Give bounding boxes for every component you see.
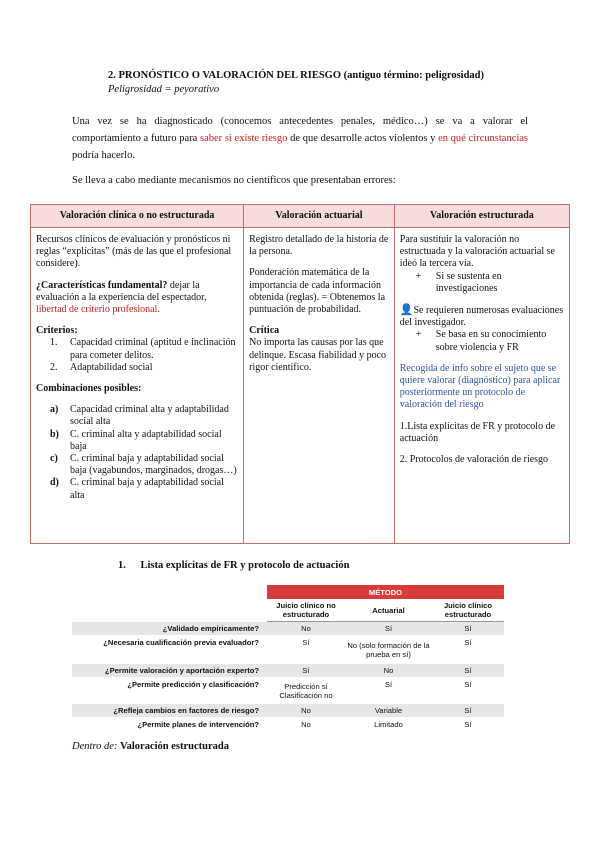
plus-icon: + <box>415 329 422 341</box>
row-question: ¿Permite predicción y clasificación? <box>72 678 267 704</box>
list-item <box>400 271 564 295</box>
person-text: Se requieren numerosas evaluaciones del investigador. <box>399 305 564 329</box>
column-header: Juicio clínico estructurado <box>432 599 504 622</box>
list-text: Adaptabilidad social <box>70 361 153 373</box>
structured-description: Para sustituir la valoración no estructuada y la valoración actuarial se ideó la tercera vía. <box>399 234 555 270</box>
column-header: Juicio clínico no estructurado <box>267 599 345 622</box>
clinical-description: Recursos clínicos de evaluación y pronósticos ni reglas “explícitas” (más de las que el profesional considere). <box>36 234 232 270</box>
person-icon: 👤 <box>399 304 414 317</box>
list-item <box>400 329 564 353</box>
header-actuarial: Valoración actuarial <box>244 205 395 228</box>
row-value: Sí <box>267 636 345 664</box>
intro-paragraph <box>72 113 528 164</box>
row-question: ¿Validado empíricamente? <box>72 622 267 636</box>
table-row <box>72 678 504 704</box>
list-text: Capacidad criminal alta y adaptabilidad social alta <box>70 404 229 428</box>
table-header-row <box>31 205 570 228</box>
row-value: Sí <box>267 664 345 678</box>
row-question: ¿Necesaria cualificación previa evaluador? <box>72 636 267 664</box>
method-table <box>72 585 504 732</box>
cell-clinical <box>31 228 244 544</box>
question-bold: ¿Características fundamental? <box>36 279 168 291</box>
list-item <box>36 404 238 428</box>
row-value: No <box>267 622 345 636</box>
clinical-question <box>36 280 238 317</box>
list-text: C. criminal baja y adaptabilidad social baja (vagabundos, marginados, drogas…) <box>70 453 237 477</box>
table-body-row <box>31 228 570 544</box>
row-value: Sí <box>432 718 504 732</box>
table-row <box>72 636 504 664</box>
list-text: Si se sustenta en investigaciones <box>435 270 502 294</box>
cell-actuarial <box>244 228 395 544</box>
method-header: MÉTODO <box>267 585 504 599</box>
para-highlight-1: saber si existe riesgo <box>200 133 288 144</box>
row-value: Limitado <box>345 718 432 732</box>
combinaciones-title: Combinaciones posibles: <box>36 383 142 395</box>
list-item <box>36 453 238 477</box>
section-title: Lista explícitas de FR y protocolo de actuación <box>140 560 350 571</box>
empty-cell <box>72 599 267 622</box>
cell-structured <box>394 228 569 544</box>
structured-item-2: 2. Protocolos de valoración de riesgo <box>399 454 549 466</box>
critica-text: No importa las causas por las que delinque. Escasa fiabilidad y poco rigor científico. <box>249 337 387 373</box>
row-value: Variable <box>345 704 432 718</box>
row-question: ¿Permite planes de intervención? <box>72 718 267 732</box>
table-row <box>72 664 504 678</box>
structured-item-1: 1.Lista explícitas de FR y protocolo de actuación <box>399 420 556 444</box>
combinaciones-list <box>36 404 238 502</box>
row-value: Sí <box>345 622 432 636</box>
list-marker: d) <box>50 477 59 489</box>
row-value: No <box>267 704 345 718</box>
row-value: Sí <box>432 664 504 678</box>
row-value: No <box>345 664 432 678</box>
list-item <box>36 429 238 453</box>
critica-title: Crítica <box>249 325 280 337</box>
row-value: No <box>267 718 345 732</box>
structured-blue-note: Recogida de info sobre el sujeto que se quiere valorar (diagnóstico) para aplicar posteriormente un protocolo de valoración del riesgo <box>399 362 561 411</box>
header-structured: Valoración estructurada <box>394 205 569 228</box>
page-title <box>108 70 484 81</box>
table-row <box>72 718 504 732</box>
list-text: C. criminal alta y adaptabilidad social baja <box>70 428 222 452</box>
plus-icon: + <box>415 270 422 282</box>
intro-line: Se lleva a cabo mediante mecanismos no científicos que presentaban errores: <box>72 175 396 186</box>
list-item <box>36 337 238 361</box>
question-rest: dejar la evaluación a la experiencia del espectador, <box>36 279 207 303</box>
para-text-3: podría hacerlo. <box>72 150 135 161</box>
actuarial-weighting: Ponderación matemática de la importancia de cada información obtenida (reglas). = Obtenemos la puntuación de probabilidad. <box>249 267 386 316</box>
table-row <box>72 704 504 718</box>
subtitle: Peligrosidad = peyorativo <box>108 84 220 95</box>
actuarial-description: Registro detallado de la historia de la persona. <box>249 234 389 258</box>
title-note: (antiguo término: peligrosidad) <box>343 70 485 81</box>
criterios-list <box>36 337 238 374</box>
title-main: 2. PRONÓSTICO O VALORACIÓN DEL RIESGO <box>108 70 341 81</box>
method-columns-row <box>72 599 504 622</box>
footer-value: Valoración estructurada <box>120 741 229 752</box>
row-value: Sí <box>432 622 504 636</box>
para-highlight-2: en qué circunstancias <box>438 133 529 144</box>
row-value: Sí <box>432 678 504 704</box>
valuation-table <box>30 204 570 544</box>
row-value: Sí <box>432 636 504 664</box>
para-text-1: Una vez se ha diagnosticado (conocemos antecedentes penales, médico…) se va a valorar el comportamiento a futuro para <box>72 116 528 144</box>
row-value: Sí <box>345 678 432 704</box>
list-item <box>36 477 238 501</box>
header-clinical: Valoración clínica o no estructurada <box>31 205 244 228</box>
row-value: No (solo formación de la prueba en sí) <box>345 636 432 664</box>
footer-line <box>72 741 229 752</box>
list-marker: b) <box>50 428 59 440</box>
row-value: Predicción sí Clasificación no <box>267 678 345 704</box>
section-heading <box>118 560 349 571</box>
list-marker: c) <box>50 453 58 465</box>
footer-label: Dentro de: <box>72 741 118 752</box>
list-marker: 1. <box>50 337 58 349</box>
list-text: Se basa en su conocimiento sobre violencia y FR <box>435 329 547 353</box>
table-row <box>72 622 504 636</box>
section-number: 1. <box>118 560 126 571</box>
para-text-2: de que desarrolle actos violentos y <box>287 133 439 144</box>
criterios-title: Criterios: <box>36 325 78 337</box>
row-question: ¿Refleja cambios en factores de riesgo? <box>72 704 267 718</box>
list-marker: a) <box>50 404 59 416</box>
list-marker: 2. <box>50 361 58 373</box>
list-text: Capacidad criminal (aptitud e inclinación para cometer delitos. <box>70 337 236 361</box>
question-red: libertad de criterio profesional. <box>36 304 160 316</box>
method-header-row <box>72 585 504 599</box>
row-question: ¿Permite valoración y aportación experto? <box>72 664 267 678</box>
row-value: Sí <box>432 704 504 718</box>
list-item <box>36 362 238 374</box>
person-item <box>400 304 564 329</box>
empty-cell <box>72 585 267 599</box>
list-text: C. criminal baja y adaptabilidad social alta <box>70 477 224 501</box>
column-header: Actuarial <box>345 599 432 622</box>
